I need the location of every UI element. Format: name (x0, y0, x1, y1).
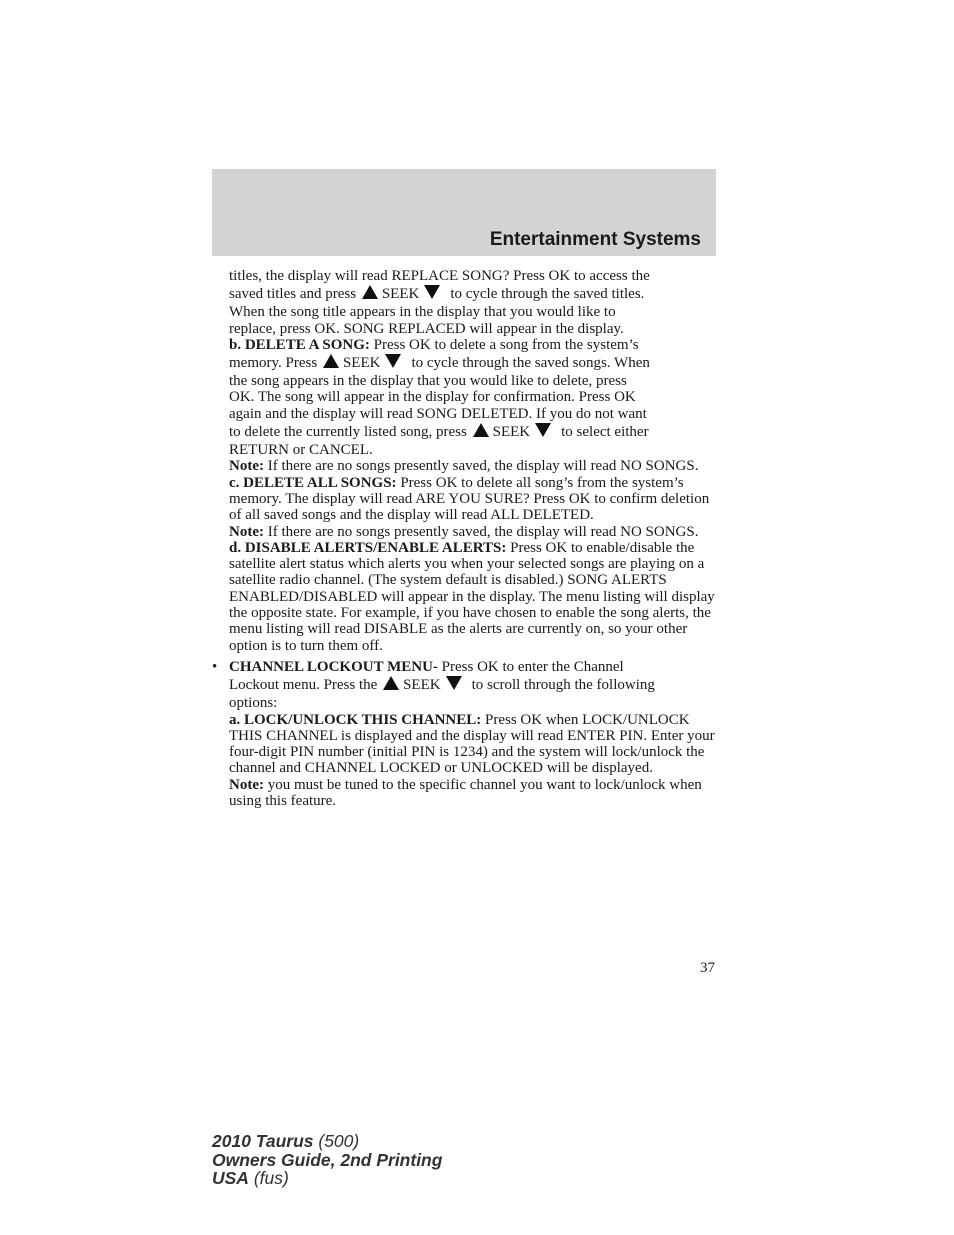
triangle-down-icon (446, 676, 462, 690)
triangle-up-icon (323, 354, 339, 368)
footer (212, 1132, 442, 1188)
paragraph-lock-unlock: a. LOCK/UNLOCK THIS CHANNEL: Press OK when LOCK/UNLOCK THIS CHANNEL is displayed and the display will read ENTER PIN. Enter your four-digit PIN number (initial PIN is 1234) and the system will lock/unlock the channel and CHANNEL LOCKED or UNLOCKED will be displayed. (229, 711, 715, 777)
heading-delete-song: b. DELETE A SONG: (229, 336, 370, 353)
note-no-songs: Note: If there are no songs presently saved, the display will read NO SONGS. (229, 458, 699, 475)
note-no-songs: Note: If there are no songs presently saved, the display will read NO SONGS. (229, 523, 699, 540)
seek-line: to delete the currently listed song, press SEEK to select either (229, 424, 649, 441)
seek-label: SEEK (381, 286, 420, 303)
paragraph-delete-all-songs: c. DELETE ALL SONGS: Press OK to delete all song’s from the system’s memory. The display will read ARE YOU SURE? Press OK to confirm deletion of all saved songs and the display will read ALL DELETED. (229, 474, 710, 524)
paragraph-delete-song: b. DELETE A SONG: Press OK to delete a song from the system’s memory. Press SEEK to cycle through the saved songs. When the song appears in the display that you would like to delete, press OK. The song will appear in the display for confirmation. Press OK again and the display will read SONG DELETED. If you do not want to delete the currently listed song, press SEEK to select either RETURN or CANCEL. (229, 336, 650, 459)
heading-delete-all-songs: c. DELETE ALL SONGS: (229, 474, 397, 491)
seek-label: SEEK (403, 677, 441, 694)
seek-label: SEEK (492, 424, 531, 441)
page-number: 37 (700, 960, 715, 976)
triangle-up-icon (362, 285, 378, 299)
heading-lock-unlock: a. LOCK/UNLOCK THIS CHANNEL: (229, 711, 482, 728)
seek-label: SEEK (342, 355, 381, 372)
heading-channel-lockout: CHANNEL LOCKOUT MENU- (229, 658, 438, 675)
triangle-down-icon (535, 423, 551, 437)
triangle-up-icon (473, 423, 489, 437)
footer-guide-line: Owners Guide, 2nd Printing (212, 1149, 443, 1170)
page-content (212, 268, 715, 810)
footer-model-line: 2010 Taurus (500) (212, 1131, 360, 1151)
heading-disable-alerts: d. DISABLE ALERTS/ENABLE ALERTS: (229, 539, 507, 556)
bullet-symbol: • (212, 658, 218, 675)
seek-line: Lockout menu. Press the SEEK to scroll through the following (229, 677, 655, 694)
triangle-down-icon (424, 285, 440, 299)
seek-line: memory. Press SEEK to cycle through the saved songs. When (229, 355, 650, 372)
triangle-down-icon (385, 354, 401, 368)
seek-line: saved titles and press SEEK to cycle through the saved titles. (229, 286, 645, 303)
triangle-up-icon (383, 676, 399, 690)
footer-region-line: USA (fus) (212, 1168, 289, 1188)
header-band (212, 169, 716, 256)
paragraph-replace-song: titles, the display will read REPLACE SONG? Press OK to access the saved titles and press SEEK to cycle through the saved titles. When the song title appears in the display that you would like to replace, press OK. SONG REPLACED will appear in the display. (229, 268, 650, 337)
paragraph-disable-alerts: d. DISABLE ALERTS/ENABLE ALERTS: Press OK to enable/disable the satellite alert status which alerts you when your selected songs are playing on a satellite radio channel. (The system default is disabled.) SONG ALERTS ENABLED/DISABLED will appear in the display. The menu listing will display the opposite state. For example, if you have chosen to enable the song alerts, the menu listing will read DISABLE as the alerts are currently on, so your other option is to turn them off. (229, 539, 715, 654)
note-lock-unlock: Note: you must be tuned to the specific channel you want to lock/unlock when using this feature. (229, 776, 702, 810)
section-title: Entertainment Systems (489, 229, 701, 250)
bullet-channel-lockout: • CHANNEL LOCKOUT MENU- Press OK to enter the Channel Lockout menu. Press the SEEK to scroll through the following options: (212, 658, 655, 712)
